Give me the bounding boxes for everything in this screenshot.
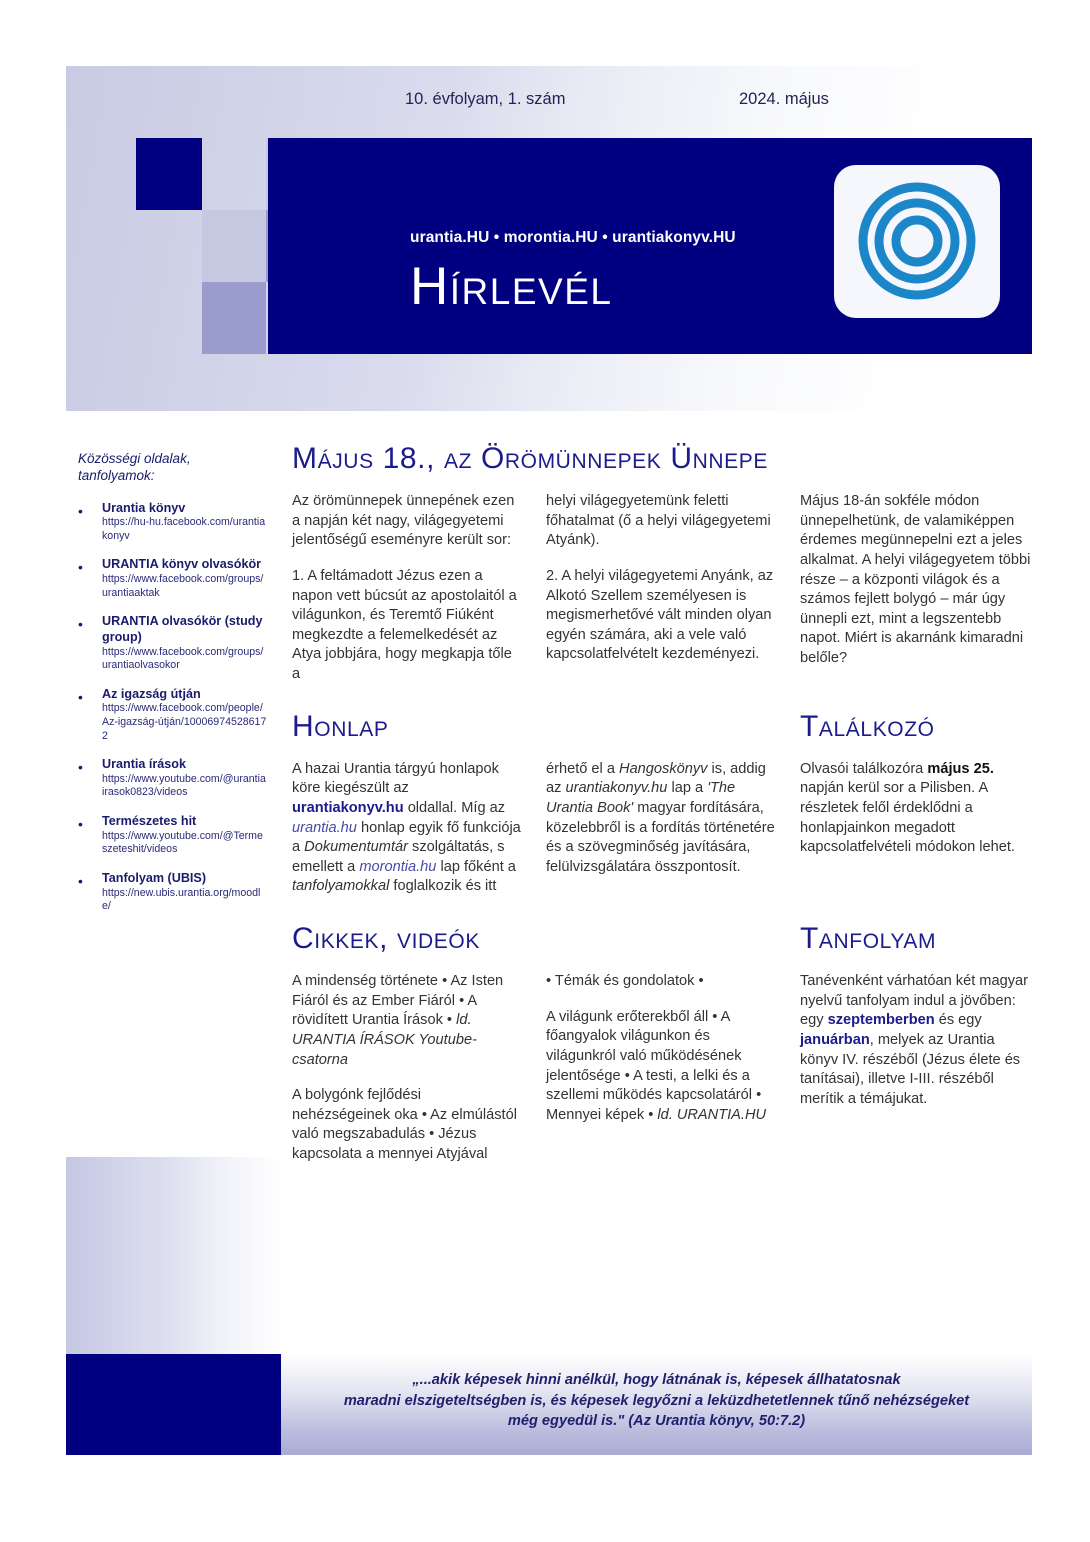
- sidebar-item-url[interactable]: https://www.facebook.com/groups/urantiaaktak: [102, 573, 264, 599]
- text-italic: urantiakonyv.hu: [565, 780, 668, 797]
- sidebar-decorative-gradient-block: [66, 1157, 281, 1364]
- text-run: lap főként a: [436, 858, 516, 875]
- sidebar-item-url[interactable]: https://new.ubis.urantia.org/moodle/: [102, 886, 261, 913]
- sidebar-heading: Közösségi oldalak, tanfolyamok:: [78, 451, 191, 484]
- bullet-icon: •: [78, 616, 83, 633]
- issue-line: [66, 90, 1032, 116]
- text-italic-link: morontia.hu: [359, 858, 437, 875]
- text-run: Tanévenként várhatóan két magyar nyelvű tanfolyam indul a jövőben: egy: [800, 973, 1028, 1029]
- text-run: , melyek az Urantia könyv IV. részéből (Jézus élete és tanításai), illetve I-III. részéből merítik a témájukat.: [800, 1031, 1021, 1107]
- text-run: is, addig az: [546, 760, 766, 797]
- sidebar-item-label: Természetes hit: [102, 813, 197, 828]
- sidebar: [78, 450, 268, 928]
- text-run: A világunk erőterekből áll • A főangyalok világunkon és világunkról való működésének jelentősége • A testi, a lelki és a szellemi működés kapcsolatáról • Mennyei képek •: [546, 1008, 762, 1123]
- paragraph: [292, 760, 523, 897]
- text-run: lap a: [667, 780, 708, 797]
- paragraph: [546, 760, 777, 878]
- feature-column-1: [292, 492, 523, 685]
- paragraph: [800, 760, 1031, 858]
- sidebar-item-urantia-konyv[interactable]: [78, 501, 268, 544]
- paragraph: A bolygónk fejlődési nehézségeinek oka • Az elmúlástól való megszabadulás • Jézus kapcsolata a mennyei Atyjával: [292, 1087, 517, 1162]
- sidebar-item-label: URANTIA olvasókör (study group): [102, 614, 263, 644]
- text-italic: Dokumentumtár: [304, 839, 408, 856]
- cikkek-column-2: [546, 972, 777, 1165]
- section-heading-cikkek: Cikkek, videók: [292, 922, 480, 955]
- text-bold: urantiakonyv.hu: [292, 799, 404, 816]
- paragraph: helyi világegyetemünk feletti főhatalmat (ő a helyi világegyetemi Atyánk).: [546, 493, 771, 549]
- text-run: napján kerül sor a Pilisben. A részletek felől érdeklődni a honlapjainkon megadott kapcsolatfelvételi módokon lehet.: [800, 780, 1015, 856]
- footer-decorative-blue-block: [66, 1354, 281, 1455]
- sidebar-item-url[interactable]: https://www.facebook.com/groups/urantiaolvasokor: [102, 645, 264, 672]
- sidebar-item-label: Tanfolyam (UBIS): [102, 870, 207, 885]
- bullet-icon: •: [78, 688, 83, 705]
- cikkek-columns: [292, 972, 777, 1165]
- quote-line: „...akik képesek hinni anélkül, hogy látnának is, képesek állhatatosnak: [412, 1372, 901, 1388]
- text-run: oldallal. Míg az: [403, 799, 506, 816]
- text-run: A mindenség története • Az Isten Fiáról és az Ember Fiáról • A rövidített Urantia Írások •: [292, 973, 504, 1029]
- section-heading-talalkozo: Találkozó: [800, 709, 935, 743]
- sidebar-item-label: Urantia könyv: [102, 500, 186, 515]
- paragraph: • Témák és gondolatok •: [546, 973, 704, 989]
- text-run: Olvasói találkozóra: [800, 760, 928, 777]
- talalkozo-section: [800, 710, 1031, 897]
- honlap-columns: [292, 760, 777, 897]
- sidebar-item-url[interactable]: https://www.facebook.com/people/Az-igazság-útján/100069745286172: [102, 702, 267, 742]
- text-run: A hazai Urantia tárgyú honlapok köre kiegészült az: [292, 760, 499, 797]
- section-heading-feature: Május 18., az Örömünnepek Ünnepe: [292, 442, 768, 475]
- text-italic-link: urantia.hu: [292, 819, 357, 836]
- urantia-concentric-circles-logo-icon: [834, 175, 1000, 307]
- issue-volume: 10. évfolyam, 1. szám: [405, 90, 566, 108]
- text-italic: Hangoskönyv: [619, 760, 708, 777]
- text-italic: tanfolyamokkal: [292, 878, 390, 895]
- text-italic: ld. URANTIA.HU: [657, 1106, 767, 1123]
- main-content: [292, 442, 1032, 1165]
- sidebar-item-tanfolyam-ubis[interactable]: [78, 871, 268, 914]
- footer-quote: [281, 1370, 1032, 1432]
- paragraph: 2. A helyi világegyetemi Anyánk, az Alkotó Szellem személyesen is megismerhetővé vált minden olyan egyén számára, aki a vele való kapcsolatfelvételt kezdeményezi.: [546, 567, 774, 663]
- text-run: magyar fordítására, közelebbről is a fordítás történetére és a szövegminőség javítására, felülvizsgálatára összpontosít.: [546, 799, 775, 875]
- sidebar-item-urantia-irasok[interactable]: [78, 757, 268, 800]
- paragraph: [546, 1008, 777, 1126]
- honlap-section: [292, 710, 777, 897]
- issue-date: 2024. május: [739, 90, 829, 108]
- bullet-icon: •: [78, 502, 83, 519]
- text-italic: ld. URANTIA ÍRÁSOK Youtube-csatorna: [292, 1012, 477, 1068]
- paragraph: Az örömünnepek ünnepének ezen a napján két nagy, világegyetemi jelentőségű eseményre került sor:: [292, 493, 515, 549]
- bullet-icon: •: [78, 872, 83, 889]
- masthead: [66, 66, 1032, 411]
- cikkek-section: [292, 922, 777, 1165]
- cikkek-column-1: [292, 972, 523, 1165]
- sidebar-item-label: URANTIA könyv olvasókör: [102, 557, 262, 572]
- sidebar-item-url[interactable]: https://www.youtube.com/@urantiairasok0823/videos: [102, 772, 266, 799]
- sidebar-item-label: Urantia írások: [102, 757, 186, 772]
- quote-line: még egyedül is." (Az Urantia könyv, 50:7.2): [507, 1413, 806, 1430]
- tanfolyam-section: [800, 922, 1031, 1165]
- feature-columns: [292, 492, 1032, 685]
- text-run: szolgáltatás, s emellett a: [292, 839, 505, 875]
- section-heading-tanfolyam: Tanfolyam: [800, 922, 937, 955]
- text-bold: januárban: [800, 1031, 870, 1048]
- bullet-icon: •: [78, 815, 83, 832]
- text-bold: szeptemberben: [827, 1012, 935, 1029]
- paragraph: Május 18-án sokféle módon ünnepelhetünk, de valamiképpen érdemes megünnepelni ezt a jeles alkalmat. A helyi világegyetem többi része – a központi világok és a számos fejlett bolygó – már úgy ünnepli ezt, mint a legszentebb napot. Miért is akarnánk kimaradni belőle?: [800, 493, 1031, 666]
- text-run: foglalkozik és itt: [389, 878, 497, 895]
- text-italic: 'The Urantia Book': [546, 780, 736, 816]
- honlap-column-2: [546, 760, 777, 897]
- paragraph: [800, 972, 1031, 1109]
- text-run: honlap egyik fő funkciója a: [292, 819, 521, 856]
- honlap-column-1: [292, 760, 523, 897]
- site-list: urantia.HU • morontia.HU • urantiakonyv.HU: [410, 229, 736, 246]
- sidebar-item-az-igazsag-utjan[interactable]: [78, 687, 268, 743]
- bullet-icon: •: [78, 559, 83, 576]
- sidebar-item-urantia-konyv-olvasokor[interactable]: [78, 557, 268, 600]
- logo-container: [834, 165, 1000, 318]
- sidebar-item-url[interactable]: https://hu-hu.facebook.com/urantiakonyv: [102, 516, 266, 542]
- bullet-icon: •: [78, 759, 83, 776]
- page-title: Hírlevél: [410, 257, 613, 316]
- cikkek-tanfolyam-row: [292, 922, 1032, 1165]
- text-run: érhető el a: [546, 760, 620, 777]
- decor-square-mid-3: [202, 282, 266, 354]
- sidebar-item-label: Az igazság útján: [102, 686, 201, 701]
- text-run: és egy: [934, 1012, 982, 1029]
- decor-square-dark-1: [136, 138, 202, 210]
- honlap-talalkozo-row: [292, 710, 1032, 897]
- feature-column-3: [800, 492, 1031, 685]
- sidebar-item-urantia-olvasokor-study-group[interactable]: [78, 614, 268, 673]
- feature-column-2: [546, 492, 777, 685]
- text-bold: május 25.: [927, 760, 994, 777]
- decor-square-light-2: [202, 210, 266, 282]
- quote-line: maradni elszigeteltségben is, és képesek legyőzni a leküzdhetetlennek tűnő nehézségeket: [343, 1392, 970, 1409]
- paragraph: [292, 972, 523, 1070]
- sidebar-item-termeszetes-hit[interactable]: [78, 814, 268, 857]
- sidebar-item-url[interactable]: https://www.youtube.com/@Termeszeteshit/videos: [102, 829, 263, 856]
- paragraph: 1. A feltámadott Jézus ezen a napon vett búcsút az apostolaitól a világunkon, és Teremtő Fiúként megkezdte a felemelkedését az Atya jobbjára, hogy megkapja tőle a: [292, 567, 517, 682]
- section-heading-honlap: Honlap: [292, 709, 389, 743]
